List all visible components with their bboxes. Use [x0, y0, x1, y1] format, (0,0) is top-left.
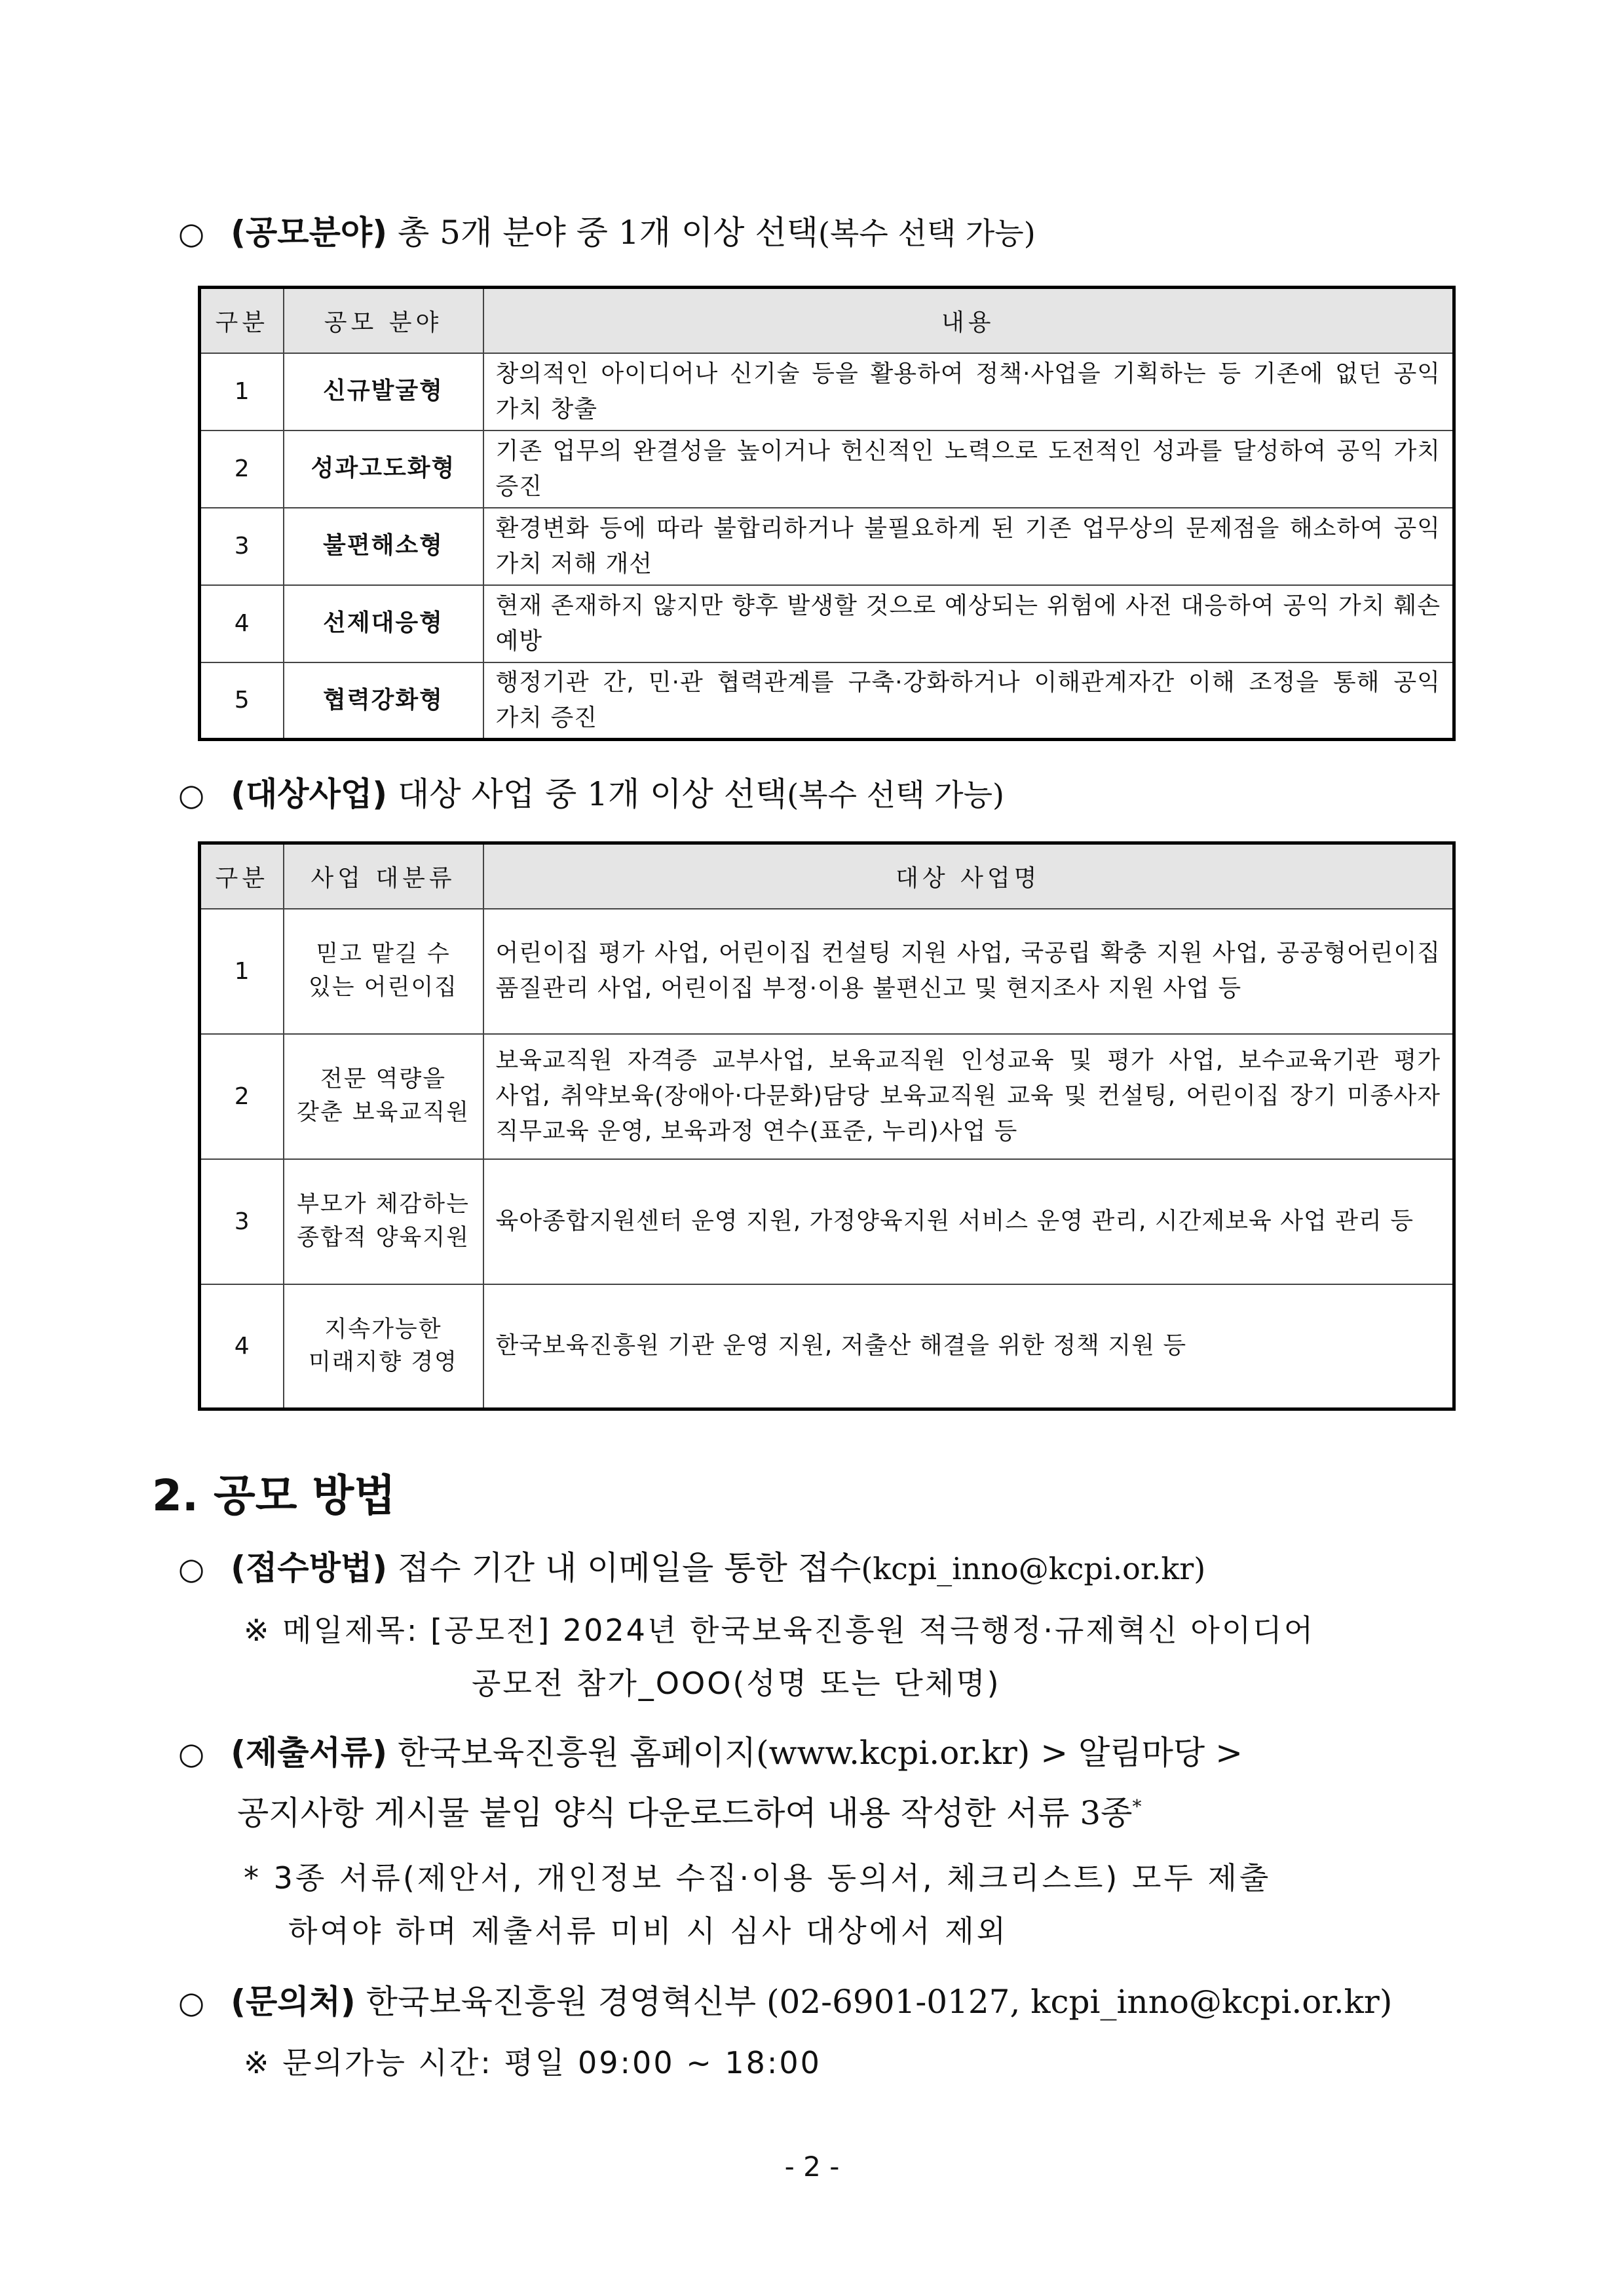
documents-line-1: ○ (제출서류) 한국보육진흥원 홈페이지(www.kcpi.or.kr) > 알림마당 > [178, 1734, 1243, 1772]
table-row: 3 부모가 체감하는 종합적 양육지원 육아종합지원센터 운영 지원, 가정양육지원 서비스 운영 관리, 시간제보육 사업 관리 등 [200, 1159, 1454, 1284]
field-table [198, 286, 1456, 741]
documents-label: (제출서류) [231, 1734, 388, 1772]
section1-label: (공모분야) [231, 214, 388, 252]
reception-line [178, 1549, 1206, 1587]
contact-label: (문의처) [231, 1983, 356, 2021]
header-no: 구분 [200, 843, 284, 909]
section2-text: 대상 사업 중 1개 이상 선택 [397, 775, 787, 813]
table-row: 2 성과고도화형 기존 업무의 완결성을 높이거나 헌신적인 노력으로 도전적인 성과를 달성하여 공익 가치 증진 [200, 430, 1454, 508]
page-number: - 2 - [784, 2151, 840, 2183]
section1-paren: (복수 선택 가능) [818, 216, 1036, 251]
reception-text: 접수 기간 내 이메일을 통한 접수 [397, 1549, 861, 1587]
bullet-circle-icon: ○ [178, 777, 205, 813]
reception-note-1: ※ 메일제목: [공모전] 2024년 한국보육진흥원 적극행정·규제혁신 아이디어 [244, 1613, 1315, 1648]
reception-email: (kcpi_inno@kcpi.or.kr) [861, 1551, 1206, 1586]
documents-note-1: * 3종 서류(제안서, 개인정보 수집·이용 동의서, 체크리스트) 모두 제출 [244, 1860, 1272, 1896]
business-table [198, 841, 1456, 1411]
table-row: 4 지속가능한 미래지향 경영 한국보육진흥원 기관 운영 지원, 저출산 해결을 위한 정책 지원 등 [200, 1284, 1454, 1409]
table-row: 3 불편해소형 환경변화 등에 따라 불합리하거나 불필요하게 된 기존 업무상의 문제점을 해소하여 공익 가치 저해 개선 [200, 508, 1454, 585]
section2-title [178, 775, 1004, 813]
contact-line: ○ (문의처) 한국보육진흥원 경영혁신부 (02-6901-0127, kcpi_inno@kcpi.or.kr) [178, 1983, 1393, 2021]
note-mark-icon: * [244, 1860, 261, 1896]
documents-note-2: 하여야 하며 제출서류 미비 시 심사 대상에서 제외 [288, 1913, 1009, 1949]
section2-paren: (복수 선택 가능) [787, 777, 1004, 813]
table-row: 1 믿고 맡길 수 있는 어린이집 어린이집 평가 사업, 어린이집 컨설팅 지원 사업, 국공립 확충 지원 사업, 공공형어린이집 품질관리 사업, 어린이집 부정·이용 불편신고 및 현지조사 지원 사업 등 [200, 909, 1454, 1034]
section1-title [178, 214, 1036, 252]
contact-note: ※ 문의가능 시간: 평일 09:00 ~ 18:00 [244, 2045, 821, 2080]
bullet-circle-icon: ○ [178, 1985, 205, 2020]
bullet-circle-icon: ○ [178, 1736, 205, 1771]
header-category: 사업 대분류 [284, 843, 483, 909]
table-row: 2 전문 역량을 갖춘 보육교직원 보육교직원 자격증 교부사업, 보육교직원 인성교육 및 평가 사업, 보수교육기관 평가 사업, 취약보육(장애아·다문화)담당 보육교직원 교육 및 컨설팅, 어린이집 장기 미종사자 직무교육 운영, 보육과정 연수(표준, 누리)사업 등 [200, 1034, 1454, 1159]
header-no: 구분 [200, 288, 284, 353]
reception-note-2: 공모전 참가_OOO(성명 또는 단체명) [472, 1666, 1001, 1701]
table-row: 5 협력강화형 행정기관 간, 민·관 협력관계를 구축·강화하거나 이해관계자간 이해 조정을 통해 공익 가치 증진 [200, 662, 1454, 740]
note-mark-icon: ※ [244, 1613, 271, 1648]
bullet-circle-icon: ○ [178, 1551, 205, 1586]
documents-line-2: 공지사항 게시물 붙임 양식 다운로드하여 내용 작성한 서류 3종* [237, 1794, 1142, 1832]
method-heading: 2. 공모 방법 [152, 1470, 396, 1521]
bullet-circle-icon: ○ [178, 216, 205, 251]
section2-label: (대상사업) [231, 775, 388, 813]
header-business: 대상 사업명 [483, 843, 1454, 909]
table-row: 4 선제대응형 현재 존재하지 않지만 향후 발생할 것으로 예상되는 위험에 사전 대응하여 공익 가치 훼손 예방 [200, 585, 1454, 662]
header-content: 내용 [483, 288, 1454, 353]
table-row: 1 신규발굴형 창의적인 아이디어나 신기술 등을 활용하여 정책·사업을 기획하는 등 기존에 없던 공익 가치 창출 [200, 353, 1454, 430]
section1-text: 총 5개 분야 중 1개 이상 선택 [397, 214, 818, 252]
note-mark-icon: ※ [244, 2045, 271, 2080]
header-field: 공모 분야 [284, 288, 483, 353]
reception-label: (접수방법) [231, 1549, 388, 1587]
